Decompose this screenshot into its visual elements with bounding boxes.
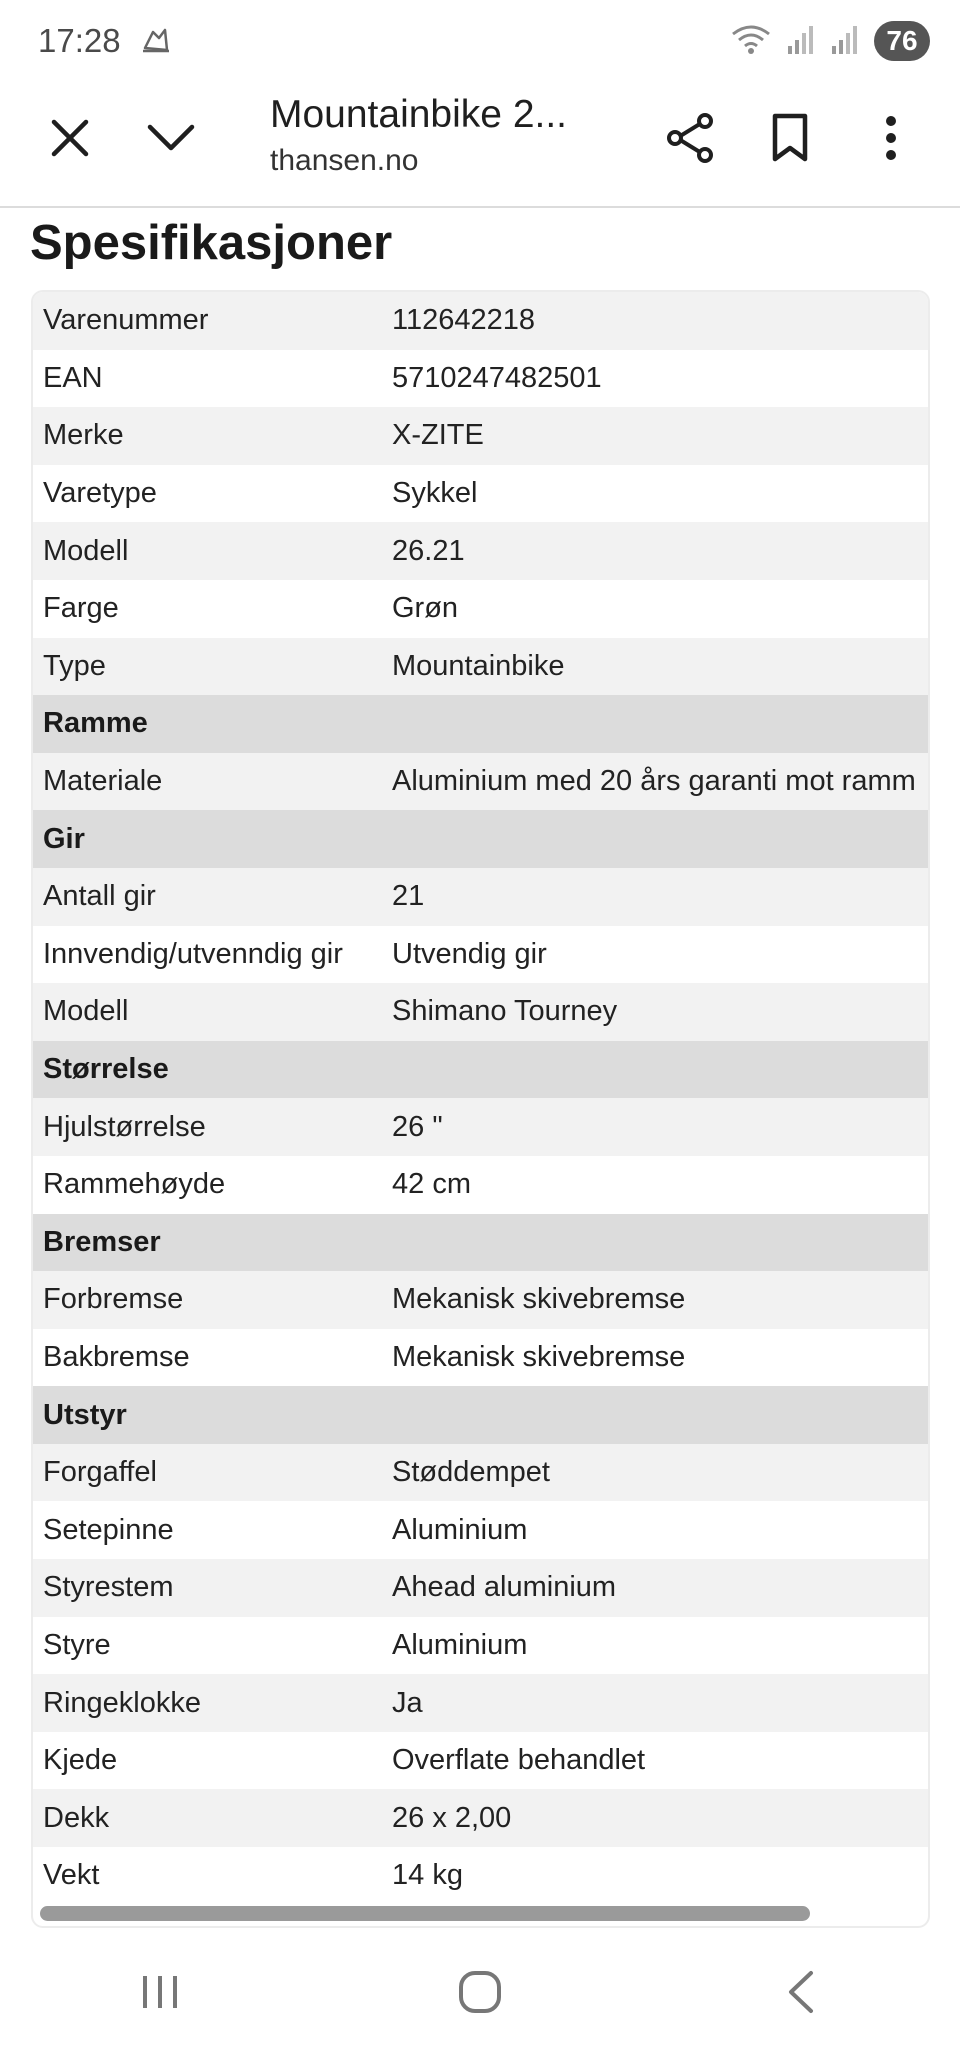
- bookmark-button[interactable]: [754, 104, 826, 176]
- spec-key: Ringeklokke: [43, 1686, 201, 1719]
- spec-value: [392, 1386, 928, 1444]
- status-left: [38, 22, 173, 61]
- spec-value: Aluminium: [392, 1628, 528, 1661]
- spec-value: Grøn: [392, 592, 459, 625]
- spec-section-label: Størrelse: [43, 1053, 169, 1086]
- page-title-block[interactable]: [270, 90, 630, 179]
- status-time: 17:28: [38, 22, 121, 59]
- spec-key: Farge: [43, 592, 119, 625]
- spec-row: [33, 1617, 928, 1675]
- spec-value: Aluminium: [392, 1513, 528, 1546]
- spec-value: 5710247482501: [392, 361, 602, 394]
- spec-value: Mountainbike: [392, 649, 565, 682]
- spec-section-row: [33, 810, 928, 868]
- spec-value: Sykkel: [392, 477, 478, 510]
- spec-value: [392, 1214, 928, 1272]
- spec-key: EAN: [43, 361, 103, 394]
- horizontal-scrollbar[interactable]: [40, 1906, 810, 1921]
- status-bar: [0, 0, 960, 82]
- spec-row: [33, 1098, 928, 1156]
- home-icon: [457, 1969, 503, 2020]
- spec-section-label: Bremser: [43, 1225, 161, 1258]
- spec-value: 26.21: [392, 534, 465, 567]
- spec-value: Ahead aluminium: [392, 1571, 617, 1604]
- spec-row: [33, 465, 928, 523]
- share-button[interactable]: [654, 104, 726, 176]
- spec-key: Forgaffel: [43, 1456, 157, 1489]
- spec-value: Aluminium med 20 års garanti mot ramm: [392, 765, 916, 798]
- spec-section-row: [33, 1214, 928, 1272]
- signal-icon: [786, 22, 816, 61]
- spec-key: Forbremse: [43, 1283, 184, 1316]
- spec-key: Materiale: [43, 765, 163, 798]
- spec-section-row: [33, 1386, 928, 1444]
- system-nav-bar: [0, 1930, 960, 2059]
- back-icon: [783, 1969, 817, 2020]
- more-vert-icon: [883, 115, 899, 166]
- spec-value: 26 x 2,00: [392, 1801, 512, 1834]
- spec-row: [33, 1789, 928, 1847]
- page-title: Mountainbike 2...: [270, 93, 568, 136]
- notification-icon: [139, 22, 173, 61]
- spec-row: [33, 926, 928, 984]
- spec-row: [33, 1674, 928, 1732]
- spec-row: [33, 1329, 928, 1387]
- back-button[interactable]: [755, 1950, 845, 2040]
- spec-row: [33, 1559, 928, 1617]
- spec-key: Innvendig/utvenndig gir: [43, 937, 343, 970]
- more-options-button[interactable]: [855, 104, 927, 176]
- spec-section-label: Utstyr: [43, 1398, 127, 1431]
- spec-row: [33, 1444, 928, 1502]
- spec-row: [33, 983, 928, 1041]
- spec-key: Bakbremse: [43, 1340, 190, 1373]
- home-button[interactable]: [435, 1950, 525, 2040]
- wifi-icon: [730, 22, 772, 61]
- status-right: [730, 21, 930, 61]
- spec-value: Støddempet: [392, 1456, 550, 1489]
- spec-key: Vekt: [43, 1859, 100, 1892]
- spec-row: [33, 1732, 928, 1790]
- share-icon: [665, 112, 715, 169]
- spec-row: [33, 580, 928, 638]
- spec-section-label: Gir: [43, 822, 85, 855]
- spec-value: [392, 810, 928, 868]
- spec-value: 42 cm: [392, 1168, 471, 1201]
- spec-value: [392, 695, 928, 753]
- spec-value: X-ZITE: [392, 419, 484, 452]
- chevron-down-icon: [146, 123, 196, 158]
- close-button[interactable]: [34, 104, 106, 176]
- spec-key: Varenummer: [43, 304, 209, 337]
- spec-key: Rammehøyde: [43, 1168, 226, 1201]
- spec-row: [33, 1847, 928, 1905]
- spec-row: [33, 638, 928, 696]
- spec-key: Kjede: [43, 1744, 118, 1777]
- spec-row: [33, 868, 928, 926]
- bookmark-icon: [770, 113, 810, 168]
- spec-row: [33, 753, 928, 811]
- spec-value: Shimano Tourney: [392, 995, 618, 1028]
- spec-value: Utvendig gir: [392, 937, 547, 970]
- spec-key: Dekk: [43, 1801, 110, 1834]
- spec-value: Ja: [392, 1686, 423, 1719]
- spec-value: Mekanisk skivebremse: [392, 1340, 686, 1373]
- page-domain: thansen.no: [270, 143, 419, 177]
- spec-key: Antall gir: [43, 880, 156, 913]
- specs-table: [33, 292, 928, 1905]
- specs-table-body: [33, 292, 928, 1905]
- spec-row: [33, 407, 928, 465]
- spec-row: [33, 1501, 928, 1559]
- spec-value: 26 ": [392, 1110, 443, 1143]
- spec-section-row: [33, 1041, 928, 1099]
- specs-table-container[interactable]: [31, 290, 930, 1928]
- spec-key: Modell: [43, 995, 129, 1028]
- spec-value: 112642218: [392, 304, 536, 337]
- spec-key: Setepinne: [43, 1513, 174, 1546]
- spec-value: [392, 1041, 928, 1099]
- spec-section-label: Ramme: [43, 707, 148, 740]
- spec-row: [33, 292, 928, 350]
- spec-value: 14 kg: [392, 1859, 463, 1892]
- spec-row: [33, 350, 928, 408]
- spec-value: Mekanisk skivebremse: [392, 1283, 686, 1316]
- spec-key: Styre: [43, 1628, 111, 1661]
- spec-section-row: [33, 695, 928, 753]
- browser-toolbar: [0, 82, 960, 208]
- spec-value: Overflate behandlet: [392, 1744, 646, 1777]
- spec-key: Varetype: [43, 477, 157, 510]
- recent-apps-button[interactable]: [115, 1950, 205, 2040]
- close-icon: [48, 116, 92, 165]
- spec-row: [33, 1156, 928, 1214]
- recent-apps-icon: [139, 1972, 181, 2017]
- spec-row: [33, 522, 928, 580]
- battery-indicator: 76: [874, 21, 930, 61]
- spec-row: [33, 1271, 928, 1329]
- roaming-signal-icon: [830, 22, 860, 61]
- spec-key: Hjulstørrelse: [43, 1110, 206, 1143]
- spec-key: Type: [43, 649, 106, 682]
- spec-key: Styrestem: [43, 1571, 174, 1604]
- spec-key: Modell: [43, 534, 129, 567]
- spec-value: 21: [392, 880, 425, 913]
- collapse-button[interactable]: [135, 104, 207, 176]
- specs-heading: Spesifikasjoner: [30, 216, 393, 270]
- spec-key: Merke: [43, 419, 124, 452]
